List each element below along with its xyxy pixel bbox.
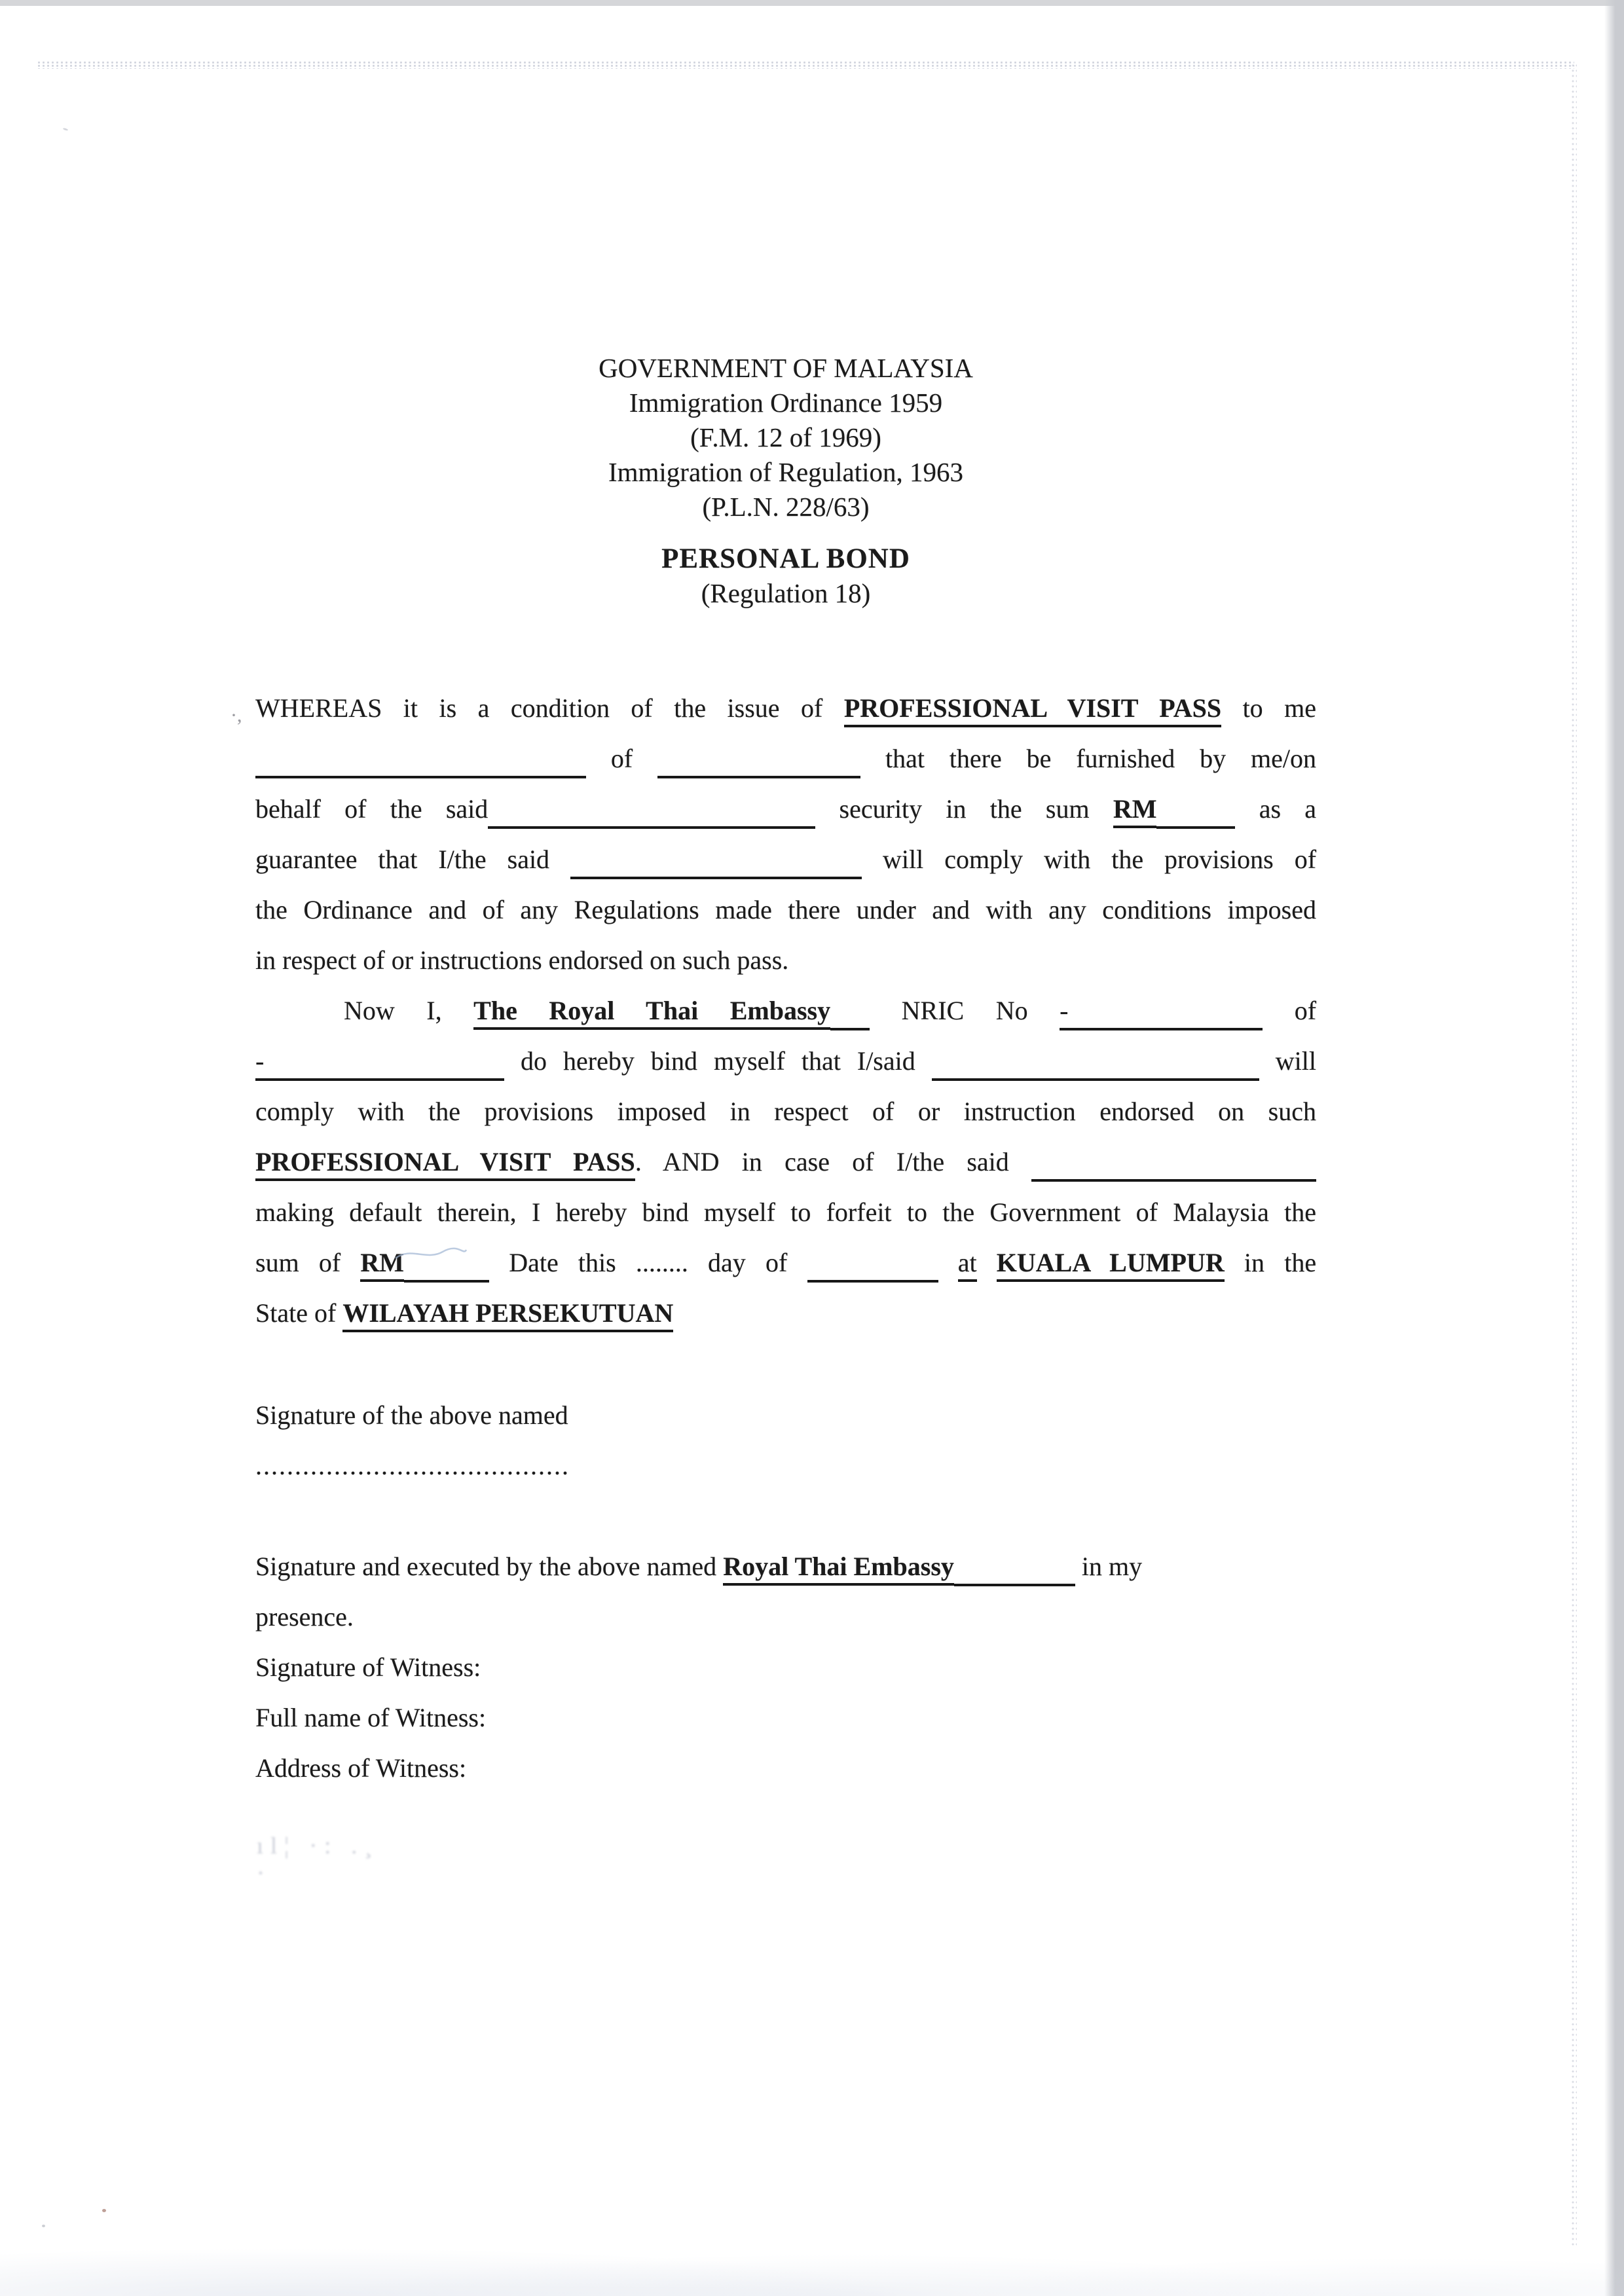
header-line: Immigration of Regulation, 1963 xyxy=(608,457,964,487)
bond-text-line xyxy=(255,683,1316,733)
scanner-top-edge xyxy=(0,0,1624,6)
ink-speck-mark: ·, xyxy=(231,704,242,726)
blank-field xyxy=(1156,795,1235,829)
text-run: Full name of Witness: xyxy=(255,1703,487,1732)
text-run: guarantee that I/the said xyxy=(255,845,550,874)
text-run: NRIC No xyxy=(901,996,1028,1025)
paper-speck xyxy=(102,2209,106,2212)
scan-bottom-noise xyxy=(0,2234,1624,2296)
signature-line xyxy=(255,1390,1316,1440)
ink-squiggle xyxy=(392,1241,470,1265)
bond-text-line xyxy=(255,1137,1316,1187)
text-run: presence. xyxy=(255,1602,354,1631)
bond-text-line xyxy=(255,985,1316,1036)
blank-field: - xyxy=(1060,996,1263,1030)
bond-text-line xyxy=(255,1086,1316,1137)
header-line: (P.L.N. 228/63) xyxy=(702,492,870,522)
text-run: of xyxy=(610,744,633,773)
blank-field: - xyxy=(255,1047,504,1081)
blank-field xyxy=(657,744,860,778)
halftone-border-top xyxy=(37,61,1574,69)
header-line: (F.M. 12 of 1969) xyxy=(690,422,881,452)
blank-field xyxy=(830,996,870,1030)
bold-underlined-text: The Royal Thai Embassy xyxy=(473,996,830,1030)
bold-underlined-text: RM xyxy=(360,1248,404,1282)
text-run: will comply with the provisions of xyxy=(883,845,1317,874)
text-run: Signature of Witness: xyxy=(255,1652,481,1682)
text-run: in the xyxy=(1244,1248,1317,1277)
text-run: Address of Witness: xyxy=(255,1753,467,1783)
blank-field xyxy=(954,1552,1075,1586)
text-run: security in the sum xyxy=(839,794,1090,824)
bond-text-line xyxy=(255,884,1316,935)
bond-text-line xyxy=(255,1187,1316,1237)
text-run: behalf of the said xyxy=(255,794,489,824)
text-run: WHEREAS it is a condition of the issue of xyxy=(255,693,823,723)
form-title: PERSONAL BOND xyxy=(661,543,910,574)
blank-field xyxy=(1031,1148,1316,1182)
blank-field xyxy=(932,1047,1259,1081)
signature-line xyxy=(255,1743,1316,1793)
text-run: AND in case of I/the said xyxy=(662,1147,1009,1176)
text-run: Now I, xyxy=(344,996,442,1025)
halftone-border-right xyxy=(1571,63,1577,2246)
bond-body-text xyxy=(255,683,1316,1338)
blank-field xyxy=(488,795,815,829)
bond-text-line xyxy=(255,935,1316,985)
bold-underlined-text: WILAYAH PERSEKUTUAN xyxy=(342,1298,673,1332)
bold-underlined-text: Royal Thai Embassy xyxy=(723,1552,954,1586)
form-title-block xyxy=(255,541,1316,611)
text-run: as a xyxy=(1259,794,1317,824)
bond-text-line xyxy=(255,1036,1316,1086)
text-run: Date this ........ day of xyxy=(509,1248,788,1277)
signature-section xyxy=(255,1390,1316,1793)
government-header xyxy=(255,351,1316,524)
form-regulation: (Regulation 18) xyxy=(701,578,871,608)
text-run: Signature and executed by the above named xyxy=(255,1552,717,1581)
text-run: do hereby bind myself that I/said xyxy=(521,1046,915,1076)
dotted-line: ........................................ xyxy=(255,1451,570,1480)
text-run: that there be furnished by me/on xyxy=(885,744,1317,773)
bold-underlined-text: RM xyxy=(1113,794,1157,828)
text-run: making default therein, I hereby bind myself to forfeit to the Government of Malaysia the xyxy=(255,1197,1316,1227)
signature-line xyxy=(255,1642,1316,1692)
blank-field xyxy=(807,1248,938,1283)
signature-line xyxy=(255,1592,1316,1642)
text-run: . xyxy=(635,1147,642,1176)
paper-speck xyxy=(63,128,69,131)
text-run: comply with the provisions imposed in respect of or instruction endorsed on such xyxy=(255,1097,1316,1126)
header-line: Immigration Ordinance 1959 xyxy=(629,388,943,418)
text-run: Signature of the above named xyxy=(255,1400,568,1430)
bond-text-line xyxy=(255,834,1316,884)
underlined-text: at xyxy=(958,1248,977,1282)
bond-text-line xyxy=(255,784,1316,834)
signature-line xyxy=(255,1491,1316,1541)
bond-text-line xyxy=(255,1288,1316,1338)
text-run: will xyxy=(1275,1046,1317,1076)
signature-line xyxy=(255,1541,1316,1592)
blank-field xyxy=(570,845,862,879)
bold-underlined-text: PROFESSIONAL VISIT PASS xyxy=(844,693,1221,727)
blank-field xyxy=(255,744,586,778)
text-run: State of xyxy=(255,1298,337,1328)
stamp-smudge: ıl¦ ·: .¸ · xyxy=(257,1832,380,1886)
text-run: to me xyxy=(1242,693,1317,723)
bold-underlined-text: KUALA LUMPUR xyxy=(997,1248,1225,1282)
text-run: in respect of or instructions endorsed on such pass. xyxy=(255,945,789,975)
text-run: sum of xyxy=(255,1248,341,1277)
text-run: the Ordinance and of any Regulations made there under and with any conditions imposed xyxy=(255,895,1316,924)
paper-speck xyxy=(42,2225,45,2227)
paper-right-edge xyxy=(1604,0,1624,2296)
text-run: of xyxy=(1294,996,1317,1025)
bond-text-line xyxy=(255,733,1316,784)
text-run: in my xyxy=(1081,1552,1143,1581)
signature-line xyxy=(255,1440,1316,1491)
header-line: GOVERNMENT OF MALAYSIA xyxy=(599,353,973,383)
bold-underlined-text: PROFESSIONAL VISIT PASS xyxy=(255,1147,635,1181)
signature-line xyxy=(255,1692,1316,1743)
